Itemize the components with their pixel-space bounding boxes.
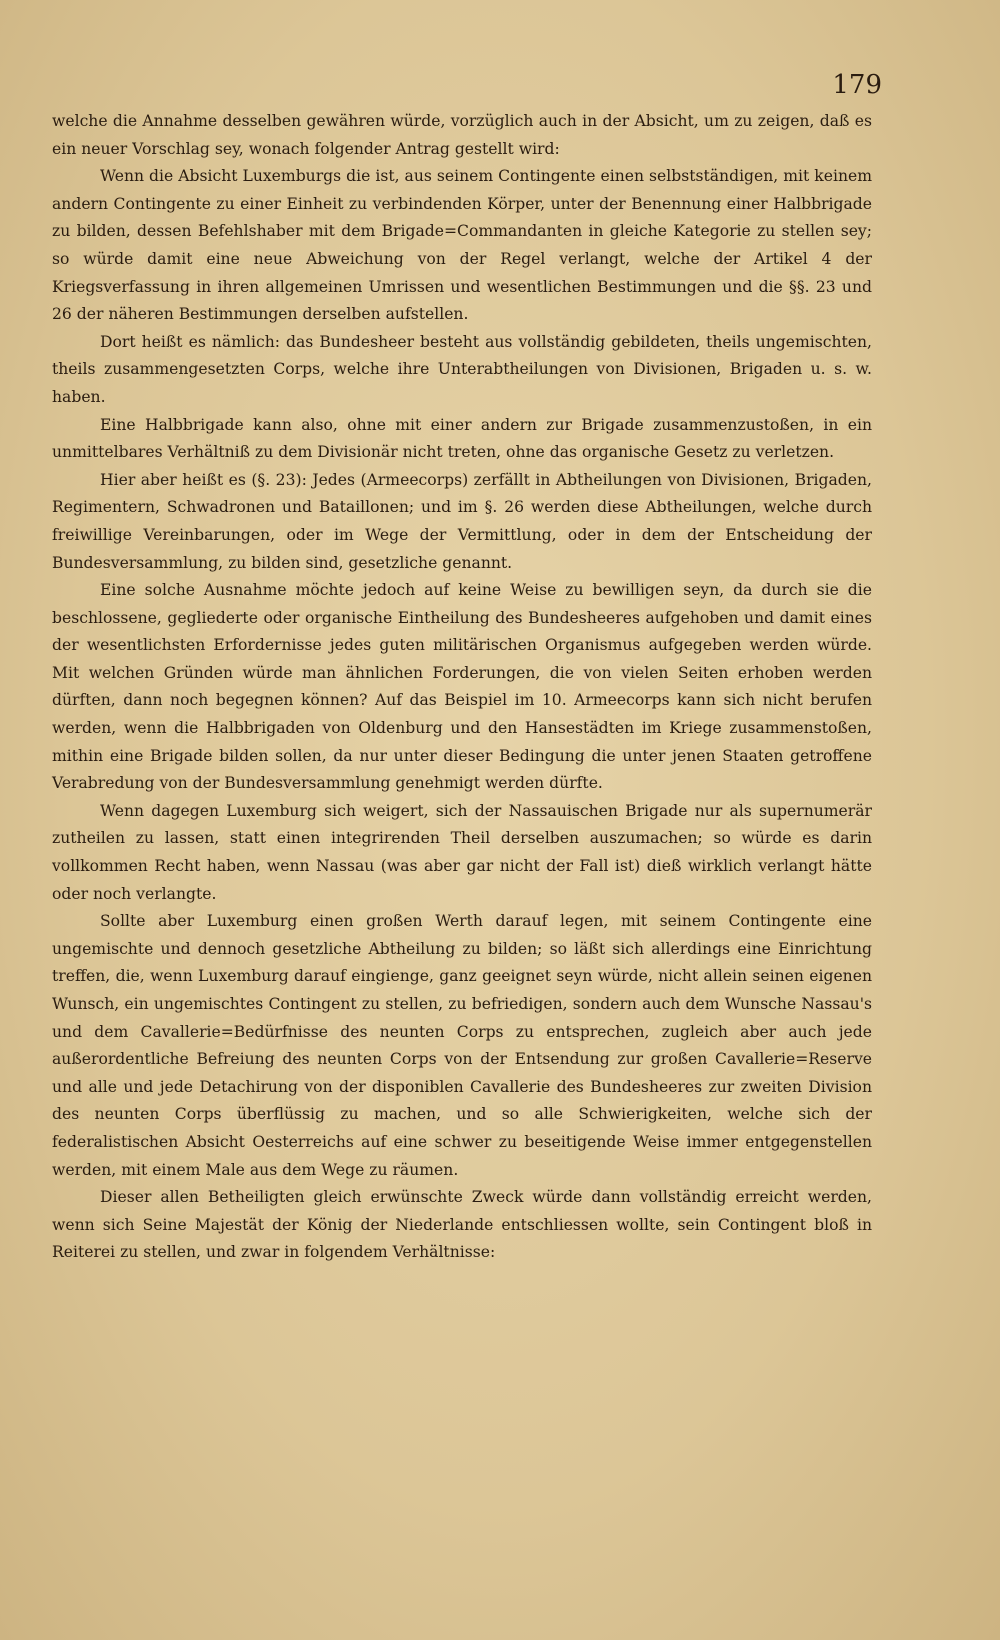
paragraph-1: welche die Annahme desselben gewähren würde, vorzüglich auch in der Absicht, um zu zeigen, daß es ein neuer Vorschlag sey, wonach folgender Antrag gestellt wird: — [52, 112, 872, 158]
paragraph-6: Eine solche Ausnahme möchte jedoch auf keine Weise zu bewilligen seyn, da durch sie die beschlossene, gegliederte oder organische Eintheilung des Bundesheeres aufgehoben und damit eines der wesentlichsten Erfordernisse jedes guten militärischen Organismus aufgegeben werden würde. Mit welchen Gründen würde man ähnlichen Forderungen, die von vielen Seiten erhoben werden dürften, dann noch begegnen können? Auf das Beispiel im 10. Armeecorps kann sich nicht berufen werden, wenn die Halbbrigaden von Oldenburg und den Hansestädten im Kriege zusammenstoßen, mithin eine Brigade bilden sollen, da nur unter dieser Bedingung die unter jenen Staaten getroffene Verabredung von der Bundesversammlung genehmigt werden dürfte. — [52, 581, 872, 793]
paragraph-2: Wenn die Absicht Luxemburgs die ist, aus seinem Contingente einen selbstständigen, mit keinem andern Contingente zu einer Einheit zu verbindenden Körper, unter der Benennung einer Halbbrigade zu bilden, dessen Befehlshaber mit dem Brigade=Commandanten in gleiche Kategorie zu stellen sey; so würde damit eine neue Abweichung von der Regel verlangt, welche der Artikel 4 der Kriegsverfassung in ihren allgemeinen Umrissen und wesentlichen Bestimmungen und die §§. 23 und 26 der näheren Bestimmungen derselben aufstellen. — [52, 167, 872, 324]
paragraph-7: Wenn dagegen Luxemburg sich weigert, sich der Nassauischen Brigade nur als supernumerär zutheilen zu lassen, statt einen integrirenden Theil derselben auszumachen; so würde es darin vollkommen Recht haben, wenn Nassau (was aber gar nicht der Fall ist) dieß wirklich verlangt hätte oder noch verlangte. — [52, 801, 872, 903]
paragraph-4: Eine Halbbrigade kann also, ohne mit einer andern zur Brigade zusammenzustoßen, in ein unmittelbares Verhältniß zu dem Divisionär nicht treten, ohne das organische Gesetz zu verletzen. — [52, 415, 872, 462]
paragraph-9: Dieser allen Betheiligten gleich erwünschte Zweck würde dann vollständig erreicht werden, wenn sich Seine Majestät der König der Niederlande entschliessen wollte, sein Contingent bloß in Reiterei zu stellen, und zwar in folgendem Verhältnisse: — [52, 1188, 872, 1262]
paragraph-3: Dort heißt es nämlich: das Bundesheer besteht aus vollständig gebildeten, theils ungemischten, theils zusammengesetzten Corps, welche ihre Unterabtheilungen von Divisionen, Brigaden u. s. w. haben. — [52, 332, 872, 406]
body-text — [52, 108, 872, 1267]
paragraph-5: Hier aber heißt es (§. 23): Jedes (Armeecorps) zerfällt in Abtheilungen von Divisionen, Brigaden, Regimentern, Schwadronen und Bataillonen; und im §. 26 werden diese Abtheilungen, welche durch freiwillige Vereinbarungen, oder im Wege der Vermittlung, oder in dem der Entscheidung der Bundesversammlung, zu bilden sind, gesetzliche genannt. — [52, 470, 872, 572]
page-number: 179 — [832, 70, 882, 100]
paragraph-8: Sollte aber Luxemburg einen großen Werth darauf legen, mit seinem Contingente eine ungemischte und dennoch gesetzliche Abtheilung zu bilden; so läßt sich allerdings eine Einrichtung treffen, die, wenn Luxemburg darauf eingienge, ganz geeignet seyn würde, nicht allein seinen eigenen Wunsch, ein ungemischtes Contingent zu stellen, zu befriedigen, sondern auch dem Wunsche Nassau's und dem Cavallerie=Bedürfnisse des neunten Corps zu entsprechen, zugleich aber auch jede außerordentliche Befreiung des neunten Corps von der Entsendung zur großen Cavallerie=Reserve und alle und jede Detachirung von der disponiblen Cavallerie des Bundesheeres zur zweiten Division des neunten Corps überflüssig zu machen, und so alle Schwierigkeiten, welche sich der federalistischen Absicht Oesterreichs auf eine schwer zu beseitigende Weise immer entgegenstellen werden, mit einem Male aus dem Wege zu räumen. — [52, 912, 872, 1179]
